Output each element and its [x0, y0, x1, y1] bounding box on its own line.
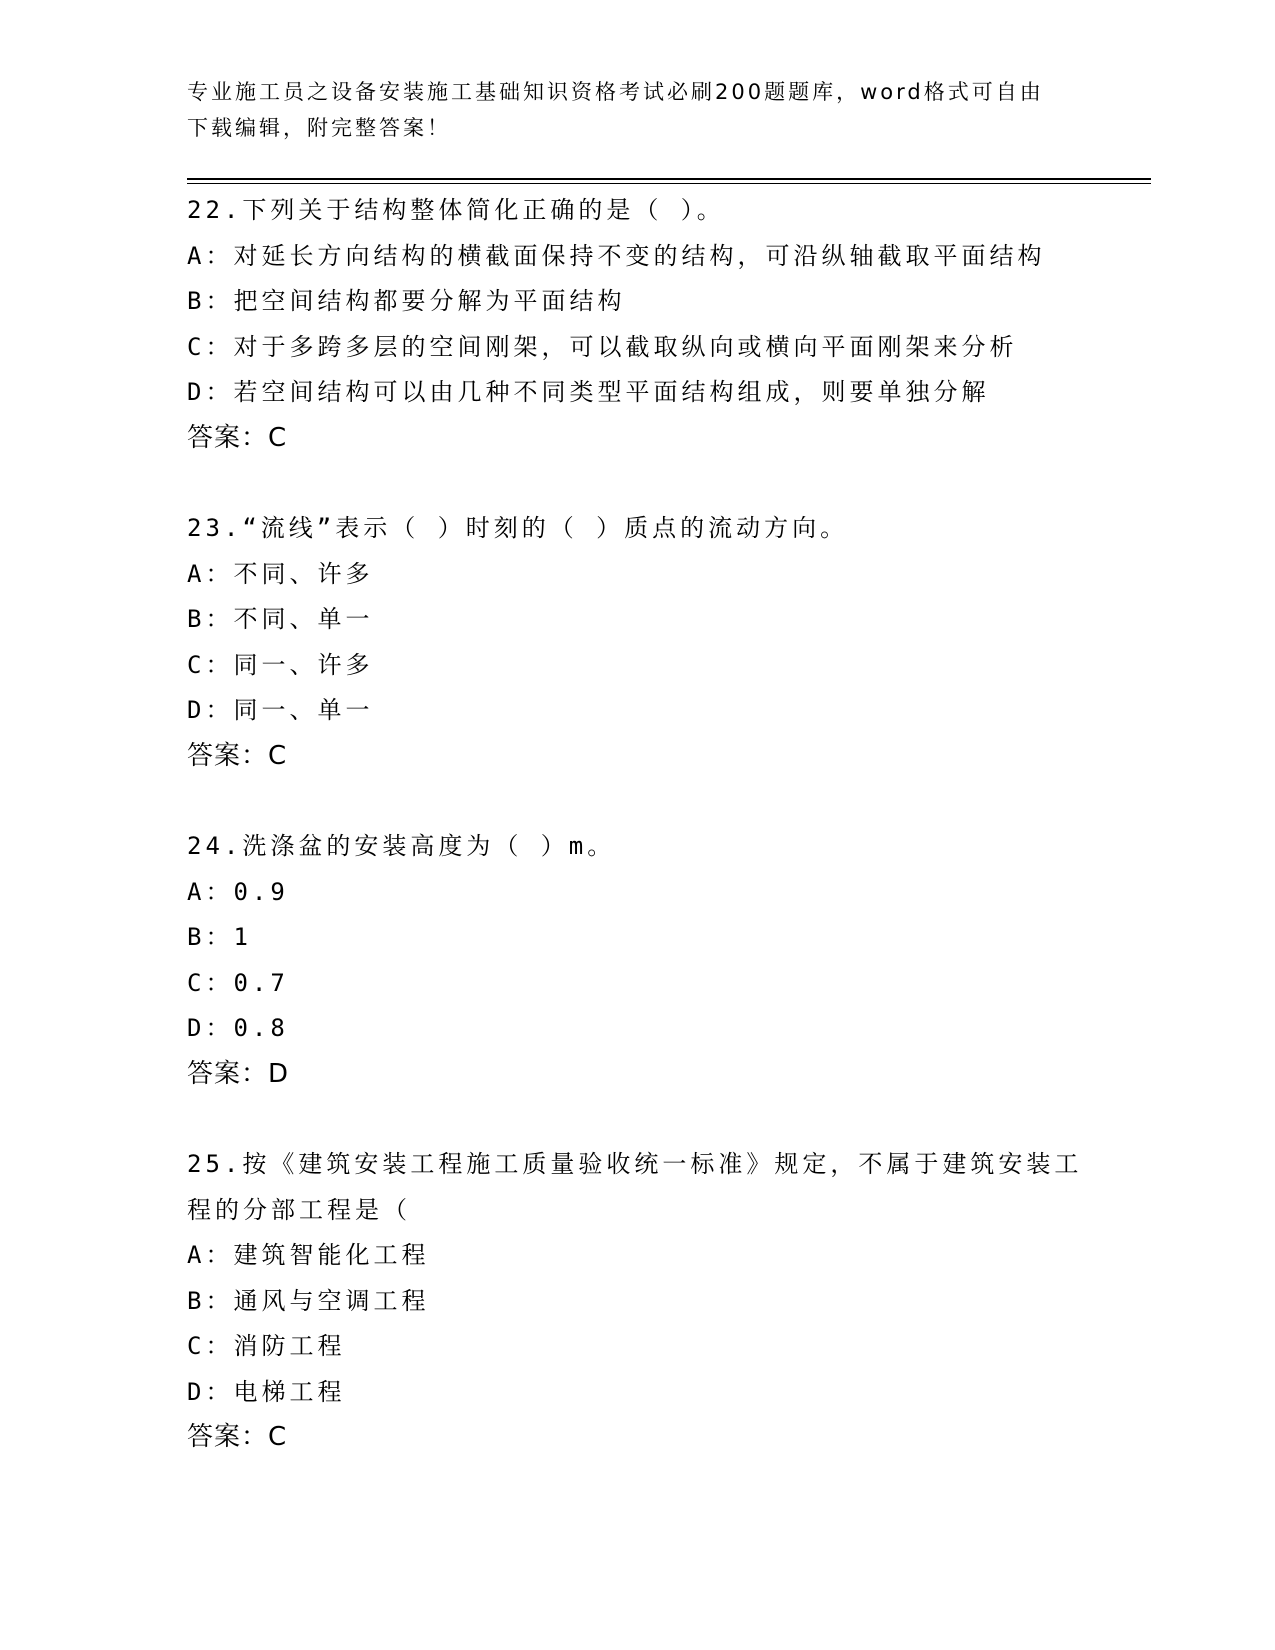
- option-b: B：1: [187, 923, 252, 951]
- option-b: B：不同、单一: [187, 605, 374, 633]
- question-25: [187, 1142, 1087, 1461]
- answer-label: 答案：C: [187, 422, 288, 453]
- option-b: B：通风与空调工程: [187, 1286, 430, 1315]
- question-23: [187, 506, 1087, 779]
- option-a: A：不同、许多: [187, 559, 374, 588]
- answer-label: 答案：D: [187, 1058, 290, 1089]
- option-a: A：建筑智能化工程: [187, 1241, 430, 1269]
- option-c: C：同一、许多: [187, 650, 374, 679]
- answer-label: 答案：C: [187, 740, 288, 771]
- option-d: D：若空间结构可以由几种不同类型平面结构组成，则要单独分解: [187, 378, 990, 406]
- option-c: C：消防工程: [187, 1332, 346, 1360]
- option-c: C：0.7: [187, 968, 289, 997]
- option-b: B：把空间结构都要分解为平面结构: [187, 287, 626, 315]
- option-d: D：0.8: [187, 1014, 289, 1042]
- question-stem: 23.“流线”表示（ ）时刻的（ ）质点的流动方向。: [187, 514, 849, 542]
- question-list: [187, 188, 1087, 1506]
- question-stem: 22.下列关于结构整体简化正确的是（ ）。: [187, 196, 725, 224]
- option-c: C：对于多跨多层的空间刚架，可以截取纵向或横向平面刚架来分析: [187, 332, 1018, 361]
- option-d: D：电梯工程: [187, 1377, 346, 1406]
- question-22: [187, 188, 1087, 461]
- answer-label: 答案：C: [187, 1422, 288, 1452]
- header-rule-thick: [187, 178, 1151, 180]
- document-header: 专业施工员之设备安装施工基础知识资格考试必刷200题题库，word格式可自由下载编辑，附完整答案！: [187, 80, 1044, 140]
- header-rule-thin: [187, 183, 1151, 184]
- option-a: A：0.9: [187, 877, 289, 906]
- question-24: [187, 824, 1087, 1097]
- question-stem: 24.洗涤盆的安装高度为（ ）m。: [187, 832, 616, 860]
- option-d: D：同一、单一: [187, 696, 374, 724]
- option-a: A：对延长方向结构的横截面保持不变的结构，可沿纵轴截取平面结构: [187, 241, 1046, 270]
- question-stem: 25.按《建筑安装工程施工质量验收统一标准》规定，不属于建筑安装工程的分部工程是（: [187, 1150, 1083, 1224]
